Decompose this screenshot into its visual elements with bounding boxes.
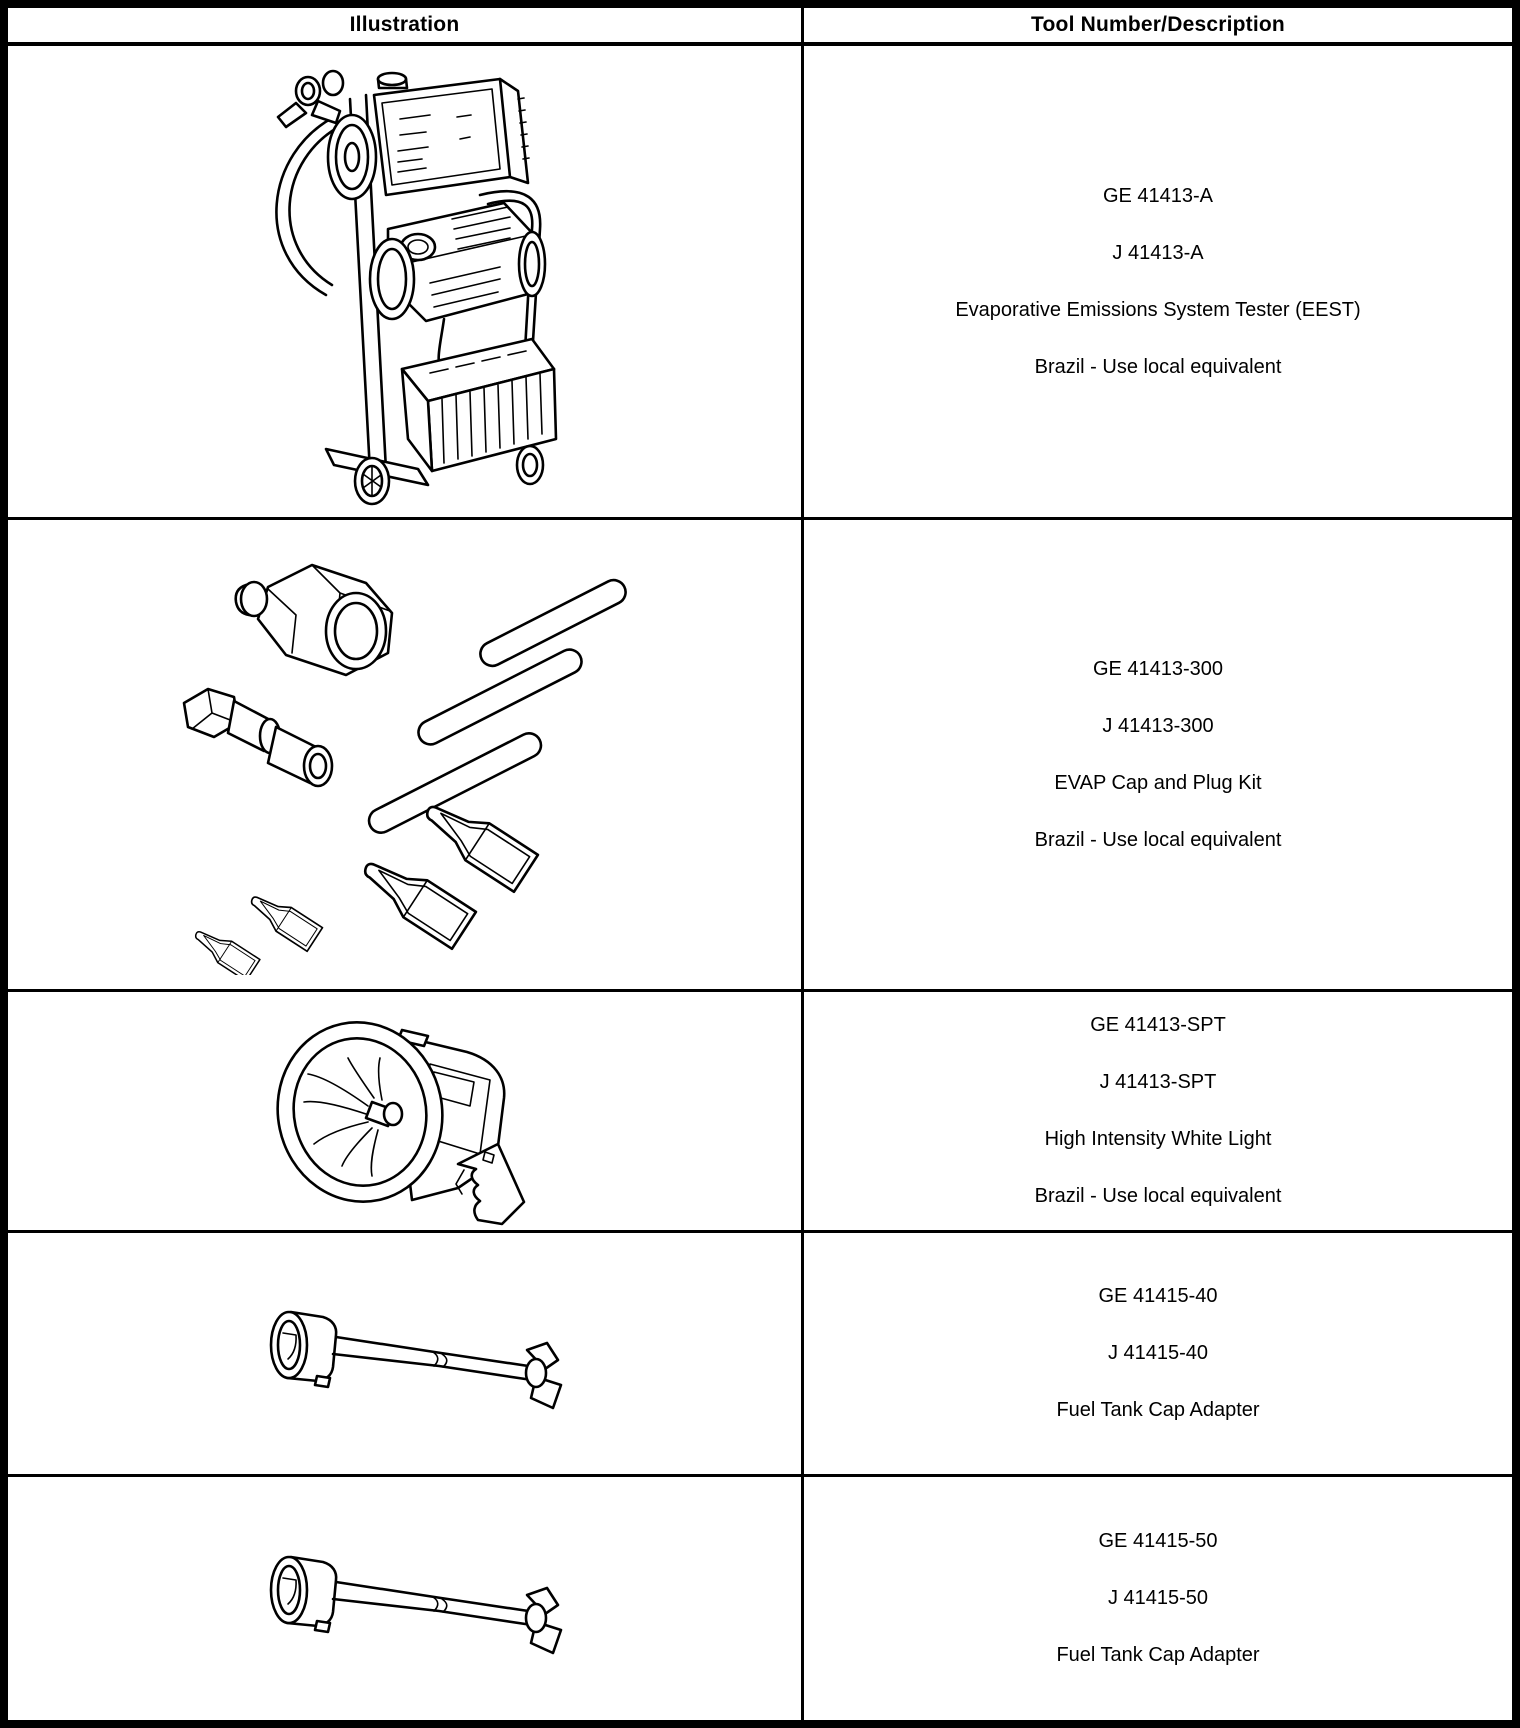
tool-description: Evaporative Emissions System Tester (EEST) (955, 298, 1361, 321)
description-cell (804, 1233, 1512, 1477)
tool-number-ge: GE 41413-300 (1092, 657, 1224, 680)
illustration-cell-eest (8, 46, 804, 520)
evap-cap-and-plug-kit-illustration (150, 535, 660, 975)
tool-number-j: J 41415-50 (1107, 1587, 1209, 1609)
tool-number-ge: GE 41415-40 (1098, 1285, 1218, 1307)
description-cell (804, 46, 1512, 520)
fuel-tank-cap-adapter-illustration (245, 1286, 565, 1421)
tool-description: Fuel Tank Cap Adapter (1056, 1399, 1260, 1421)
fuel-tank-cap-adapter-illustration (245, 1531, 565, 1666)
tool-description: Fuel Tank Cap Adapter (1056, 1644, 1260, 1666)
description-cell (804, 1477, 1512, 1720)
tool-description: High Intensity White Light (1044, 1128, 1272, 1150)
tool-number-j: J 41413-300 (1102, 714, 1214, 737)
high-intensity-white-light-illustration (260, 994, 550, 1229)
column-header-illustration: Illustration (8, 8, 804, 46)
tool-number-ge: GE 41415-50 (1098, 1530, 1218, 1552)
description-cell (804, 992, 1512, 1233)
eest-cart-illustration (230, 57, 580, 507)
tool-note: Brazil - Use local equivalent (1034, 1185, 1282, 1207)
illustration-cell-spotlight (8, 992, 804, 1233)
tool-number-ge: GE 41413-A (1102, 184, 1214, 207)
tool-note: Brazil - Use local equivalent (1034, 355, 1282, 378)
description-cell (804, 520, 1512, 992)
tool-number-j: J 41415-40 (1107, 1342, 1209, 1364)
illustration-cell-cap-plug-kit (8, 520, 804, 992)
illustration-cell-fuel-cap-adapter-50 (8, 1477, 804, 1720)
tool-number-j: J 41413-A (1112, 241, 1204, 264)
tool-number-ge: GE 41413-SPT (1090, 1014, 1226, 1036)
illustration-cell-fuel-cap-adapter-40 (8, 1233, 804, 1477)
tool-description: EVAP Cap and Plug Kit (1054, 771, 1262, 794)
tool-number-j: J 41413-SPT (1099, 1071, 1217, 1093)
column-header-tool-number-description: Tool Number/Description (804, 8, 1512, 46)
tool-note: Brazil - Use local equivalent (1034, 828, 1282, 851)
